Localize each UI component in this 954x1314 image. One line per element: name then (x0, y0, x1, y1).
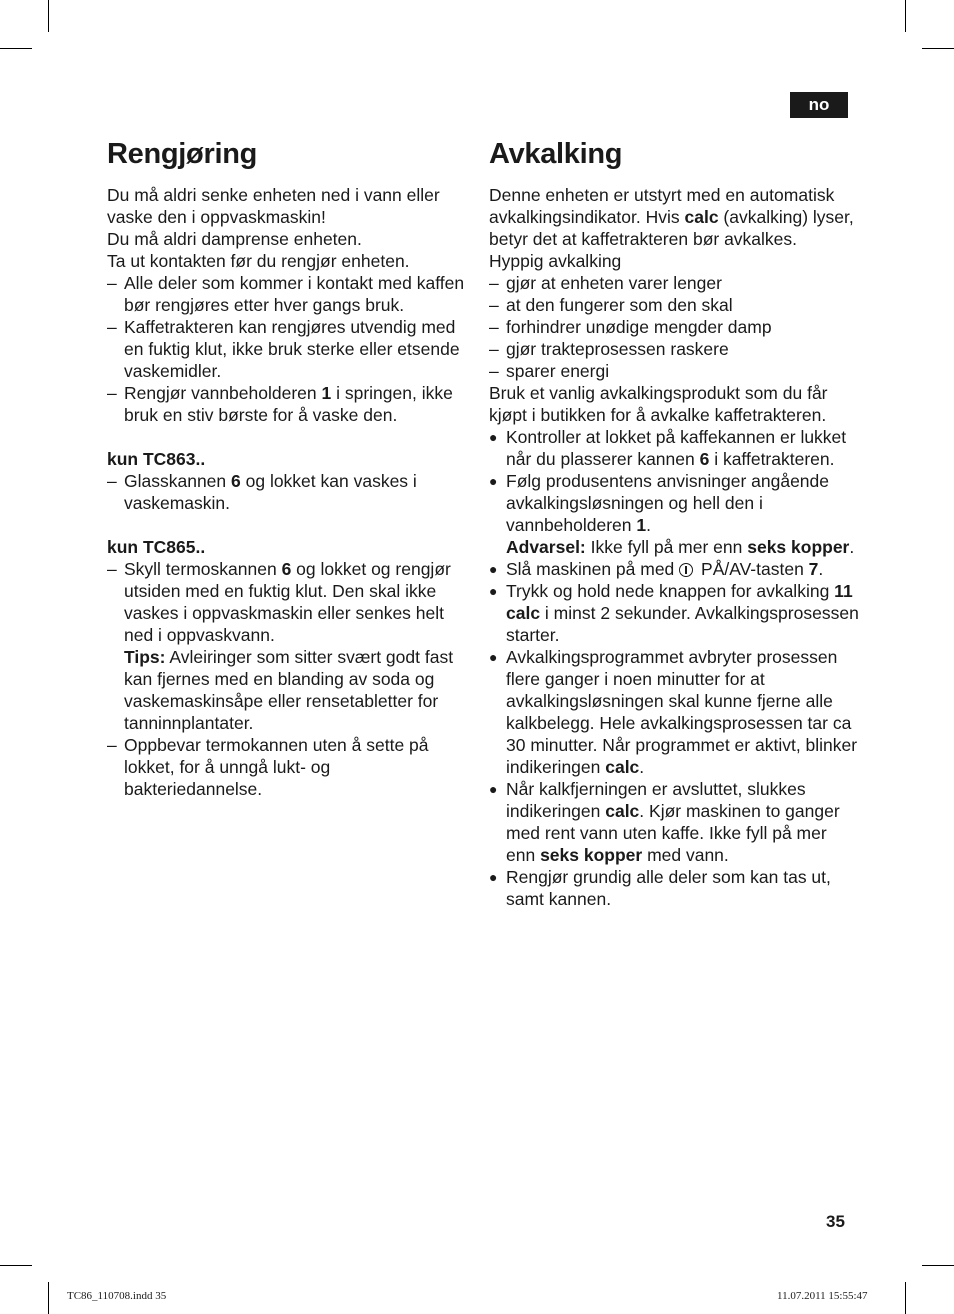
list-item: – gjør trakteprosessen raskere (489, 339, 729, 359)
step-item: ● Trykk og hold nede knappen for avkalking 11 calc i minst 2 sekunder. Avkalkingsprosessen starter. (489, 581, 859, 645)
list-item: – Oppbevar termokannen uten å sette på lokket, for å unngå lukt- og bakteriedannelse. (107, 735, 429, 799)
frequency-heading: Hyppig avkalking (489, 251, 622, 271)
list-item: – forhindrer unødige mengder damp (489, 317, 772, 337)
crop-mark (922, 48, 954, 49)
cleaning-list (107, 272, 472, 426)
list-item: – at den fungerer som den skal (489, 295, 733, 315)
cleaning-column (107, 136, 472, 800)
list-item: – gjør at enheten varer lenger (489, 273, 722, 293)
intro-paragraph: Denne enheten er utstyrt med en automatisk avkalkingsindikator. Hvis calc (avkalking) lyser, betyr det at kaffetrakteren bør avkalkes. (489, 185, 854, 249)
list-item: – Kaffetrakteren kan rengjøres utvendig med en fuktig klut, ikke bruk sterke eller etsende vaskemidler. (107, 317, 460, 381)
model-list (107, 470, 472, 514)
intro-line: Du må aldri senke enheten ned i vann eller vaske den i oppvaskmaskin! (107, 185, 440, 227)
intro-line: Ta ut kontakten før du rengjør enheten. (107, 251, 410, 271)
product-paragraph: Bruk et vanlig avkalkingsprodukt som du får kjøpt i butikken for å avkalke kaffetrakteren. (489, 383, 828, 425)
footer-timestamp: 11.07.2011 15:55:47 (777, 1290, 868, 1302)
crop-mark (48, 0, 49, 32)
warning-note: Advarsel: Ikke fyll på mer enn seks kopper. (506, 537, 855, 557)
tips-note: Tips: Avleiringer som sitter svært godt fast kan fjernes med en blanding av soda og vaskemaskinsåpe eller rensetabletter for tanninnplantater. (124, 647, 454, 733)
intro-line: Du må aldri damprense enheten. (107, 229, 362, 249)
crop-mark (905, 1282, 906, 1314)
list-item: – Rengjør vannbeholderen 1 i springen, ikke bruk en stiv børste for å vaske den. (107, 383, 453, 425)
list-item: – Skyll termoskannen 6 og lokket og rengjør utsiden med en fuktig klut. Den skal ikke vaskes i oppvaskmaskin eller senkes helt ned i oppvaskvann. Tips: Avleiringer som sitter svært godt fast kan fjernes med en blanding av soda og vaskemaskinsåpe eller rensetabletter for tanninnplantater. (107, 558, 472, 734)
language-tab: no (790, 92, 848, 118)
crop-mark (922, 1265, 954, 1266)
page-number: 35 (826, 1212, 845, 1231)
crop-mark (48, 1282, 49, 1314)
model-heading: kun TC865.. (107, 537, 206, 557)
model-heading: kun TC863.. (107, 449, 206, 469)
crop-mark (0, 1265, 32, 1266)
descaling-title: Avkalking (489, 138, 623, 170)
list-item: – Glasskannen 6 og lokket kan vaskes i vaskemaskin. (107, 471, 417, 513)
step-item: ● Avkalkingsprogrammet avbryter prosessen flere ganger i noen minutter for at avkalkingsløsningen skal kunne fjerne alle kalkbelegg. Hele avkalkingsprosessen tar ca 30 minutter. Når programmet er aktivt, blinker indikeringen calc. (489, 647, 858, 777)
crop-mark (0, 48, 32, 49)
model-list (107, 558, 472, 800)
descaling-column (489, 136, 859, 910)
list-item: – Alle deler som kommer i kontakt med kaffen bør rengjøres etter hver gangs bruk. (107, 273, 465, 315)
step-item: ● Rengjør grundig alle deler som kan tas ut, samt kannen. (489, 867, 831, 909)
footer-file: TC86_110708.indd 35 (67, 1290, 167, 1302)
step-item: ● Slå maskinen på med PÅ/AV-tasten 7. (489, 559, 824, 579)
step-item: ● Følg produsentens anvisninger angående avkalkingsløsningen og hell den i vannbeholderen 1. Advarsel: Ikke fyll på mer enn seks kopper. (489, 470, 859, 558)
crop-mark (905, 0, 906, 32)
cleaning-title: Rengjøring (107, 138, 258, 170)
frequency-list (489, 272, 859, 382)
step-item: ● Når kalkfjerningen er avsluttet, slukkes indikeringen calc. Kjør maskinen to ganger med rent vann uten kaffe. Ikke fyll på mer enn seks kopper med vann. (489, 779, 840, 865)
step-item: ● Kontroller at lokket på kaffekannen er lukket når du plasserer kannen 6 i kaffetrakteren. (489, 427, 847, 469)
power-icon (679, 563, 693, 577)
list-item: – sparer energi (489, 361, 610, 381)
steps-list (489, 426, 859, 910)
